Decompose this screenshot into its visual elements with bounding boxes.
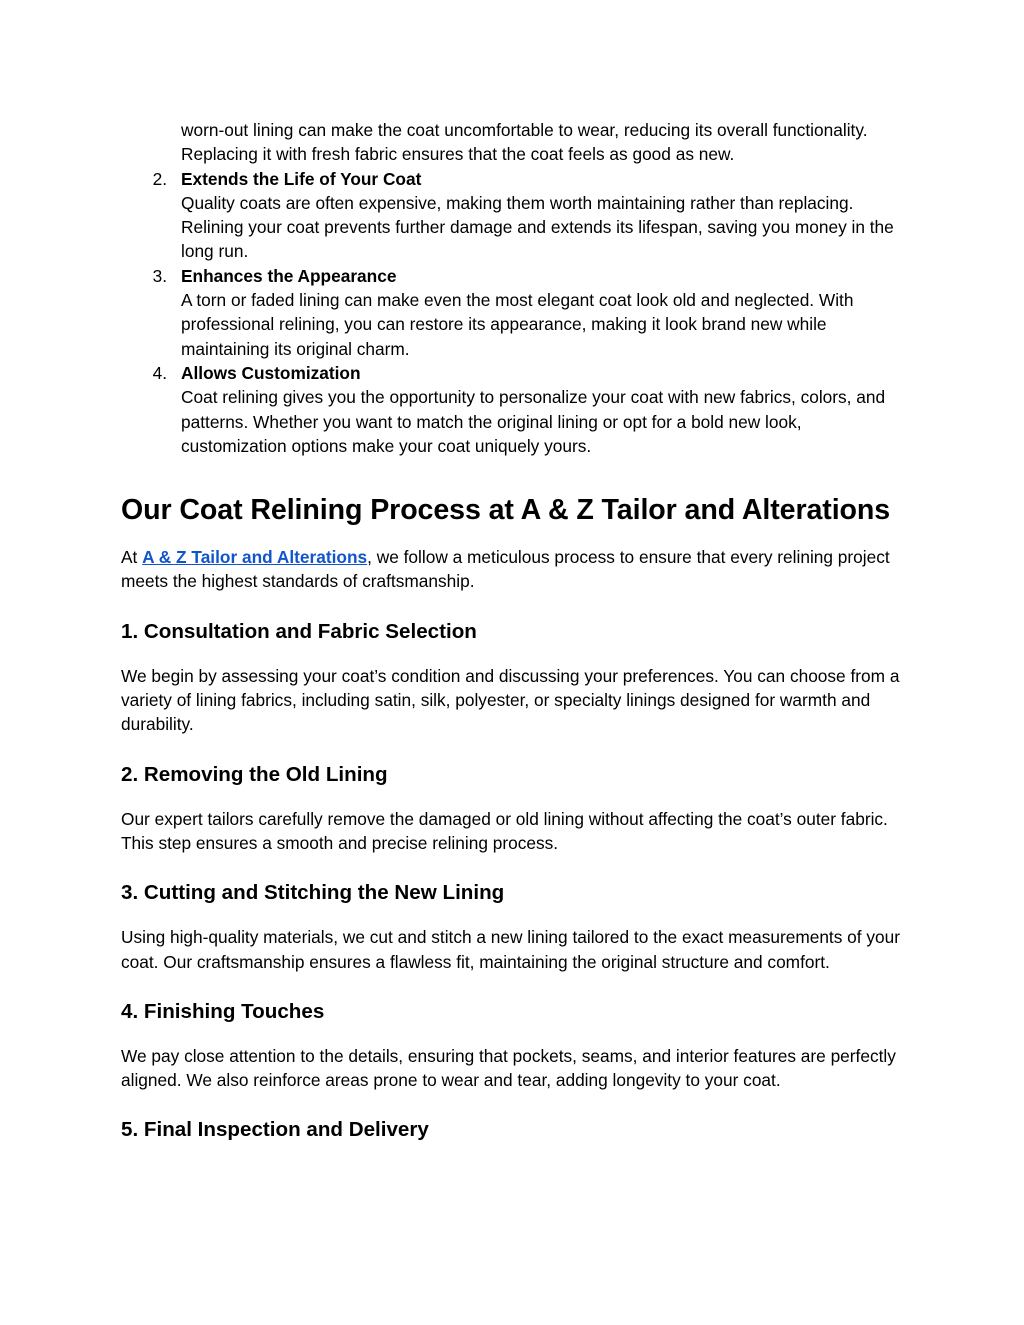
step-heading: 5. Final Inspection and Delivery	[121, 1118, 429, 1142]
list-item-body: A torn or faded lining can make even the most elegant coat look old and neglected. With professional relining, you can restore its appearance, making it look brand new while maintaining its original charm.	[181, 290, 854, 359]
list-item	[121, 167, 911, 264]
list-item	[121, 361, 911, 458]
section-intro	[121, 545, 911, 594]
intro-suffix: , we follow a meticulous process to ensure that every relining project meets the highest standards of craftsmanship.	[121, 547, 890, 592]
step-body: Our expert tailors carefully remove the damaged or old lining without affecting the coat’s outer fabric. This step ensures a smooth and precise relining process.	[121, 808, 888, 853]
list-item-body: Quality coats are often expensive, making them worth maintaining rather than replacing. Relining your coat prevents further damage and extends its lifespan, saving you money in the long run.	[181, 192, 894, 262]
list-item-title: Enhances the Appearance	[181, 265, 397, 286]
list-item-number: 4.	[152, 362, 167, 383]
list-item-number: 2.	[152, 168, 167, 189]
step-body: Using high-quality materials, we cut and stitch a new lining tailored to the exact measurements of your coat. Our craftsmanship ensures a flawless fit, maintaining the original structure and comfort.	[121, 927, 901, 972]
list-item-title: Extends the Life of Your Coat	[181, 168, 422, 189]
list-item	[121, 264, 911, 361]
section-heading: Our Coat Relining Process at A & Z Tailor and Alterations	[121, 494, 891, 527]
step-heading: 2. Removing the Old Lining	[121, 762, 388, 786]
list-item-continuation	[181, 118, 911, 167]
list-item-body: Coat relining gives you the opportunity to personalize your coat with new fabrics, colors, and patterns. Whether you want to match the original lining or opt for a bold new look, customization options make your coat uniquely yours.	[181, 387, 886, 456]
list-item-body: worn-out lining can make the coat uncomfortable to wear, reducing its overall functionality. Replacing it with fresh fabric ensures that the coat feels as good as new.	[181, 120, 868, 165]
list-item-title: Allows Customization	[181, 362, 361, 383]
step-body: We pay close attention to the details, ensuring that pockets, seams, and interior features are perfectly aligned. We also reinforce areas prone to wear and tear, adding longevity to your coat.	[121, 1045, 896, 1091]
step-heading: 1. Consultation and Fabric Selection	[121, 619, 477, 643]
step-heading: 4. Finishing Touches	[121, 999, 325, 1023]
step-body: We begin by assessing your coat’s condition and discussing your preferences. You can choose from a variety of lining fabrics, including satin, silk, polyester, or specialty linings designed for warmth and durability.	[121, 665, 900, 735]
business-link[interactable]: A & Z Tailor and Alterations	[142, 547, 368, 568]
benefits-list	[121, 167, 911, 459]
list-item-number: 3.	[152, 265, 167, 286]
intro-prefix: At	[121, 547, 143, 568]
document-page	[121, 118, 911, 1143]
step-heading: 3. Cutting and Stitching the New Lining	[121, 881, 505, 905]
